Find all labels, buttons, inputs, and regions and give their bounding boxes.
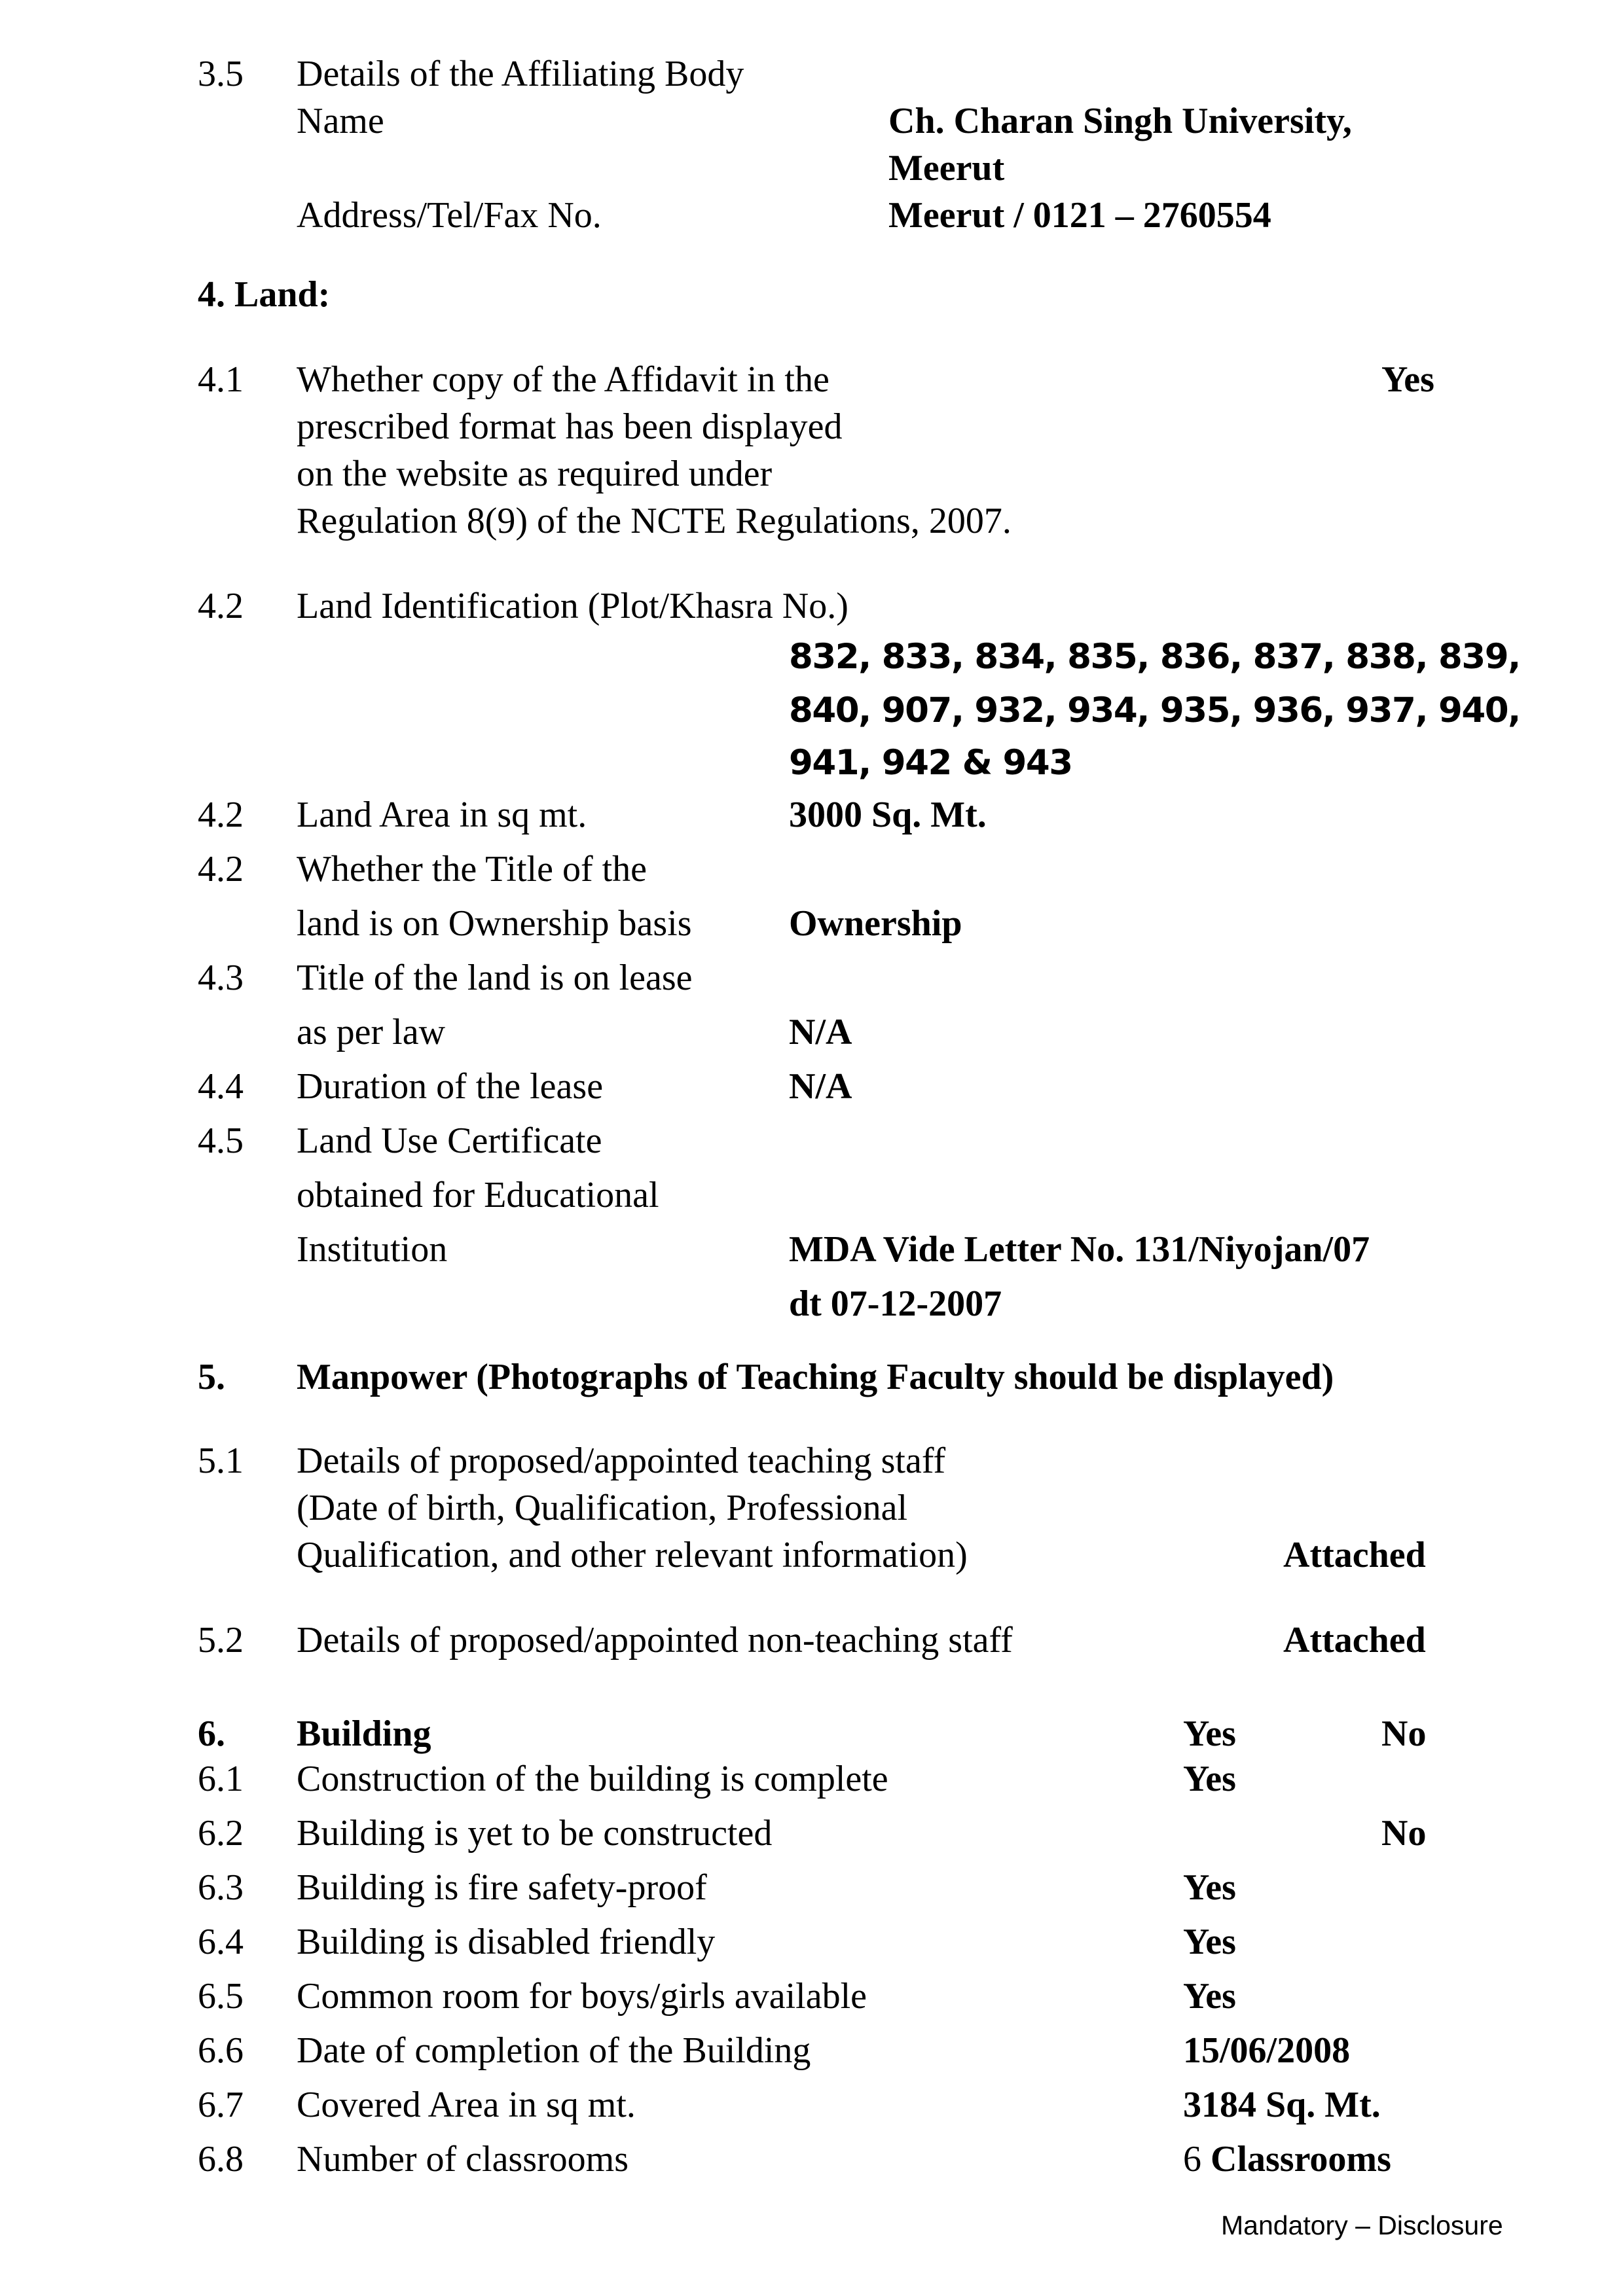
item-4-2-area-number: 4.2 — [198, 795, 244, 835]
item-6-4-value: Yes — [1183, 1922, 1236, 1962]
section-4-heading: 4. Land: — [198, 274, 331, 315]
item-6-7-number: 6.7 — [198, 2085, 244, 2125]
item-6-7-value: 3184 Sq. Mt. — [1183, 2085, 1381, 2125]
section-5-heading: Manpower (Photographs of Teaching Faculty should be displayed) — [297, 1357, 1334, 1397]
item-6-3-value: Yes — [1183, 1867, 1236, 1908]
section-3-5-number: 3.5 — [198, 54, 244, 94]
item-6-7-label: Covered Area in sq mt. — [297, 2085, 636, 2125]
item-6-6-value: 15/06/2008 — [1183, 2030, 1351, 2071]
affiliating-name-label: Name — [297, 101, 384, 141]
affiliating-name-value-line1: Ch. Charan Singh University, — [888, 101, 1352, 141]
item-6-1-number: 6.1 — [198, 1759, 244, 1799]
land-use-value-line2: dt 07-12-2007 — [789, 1283, 1002, 1324]
item-4-4-number: 4.4 — [198, 1066, 244, 1107]
section-6-number: 6. — [198, 1713, 225, 1754]
item-4-3-number: 4.3 — [198, 958, 244, 998]
item-6-3-label: Building is fire safety-proof — [297, 1867, 707, 1908]
lease-duration-value: N/A — [789, 1066, 852, 1107]
building-column-yes: Yes — [1183, 1713, 1236, 1754]
item-4-1-value: Yes — [1381, 359, 1434, 400]
khasra-numbers-line1: 832, 833, 834, 835, 836, 837, 838, 839, — [789, 637, 1520, 677]
item-6-2-label: Building is yet to be constructed — [297, 1813, 773, 1854]
item-6-5-value: Yes — [1183, 1976, 1236, 2017]
item-5-2-number: 5.2 — [198, 1620, 244, 1660]
item-6-6-label: Date of completion of the Building — [297, 2030, 811, 2071]
item-6-2-value: No — [1381, 1813, 1427, 1854]
land-use-value-line1: MDA Vide Letter No. 131/Niyojan/07 — [789, 1229, 1370, 1270]
item-5-1-number: 5.1 — [198, 1441, 244, 1481]
lease-title-value: N/A — [789, 1012, 852, 1052]
teaching-staff-label-line2: (Date of birth, Qualification, Professional — [297, 1488, 908, 1528]
building-column-no: No — [1381, 1713, 1427, 1754]
teaching-staff-label-line3: Qualification, and other relevant information) — [297, 1535, 968, 1575]
item-6-8-value — [1183, 2136, 1391, 2183]
item-4-1-label-line2: prescribed format has been displayed — [297, 406, 843, 447]
land-area-label: Land Area in sq mt. — [297, 795, 587, 835]
page-footer: Mandatory – Disclosure — [1221, 2210, 1503, 2240]
item-4-2-number: 4.2 — [198, 586, 244, 626]
teaching-staff-label-line1: Details of proposed/appointed teaching staff — [297, 1441, 946, 1481]
lease-title-label-line2: as per law — [297, 1012, 446, 1052]
teaching-staff-value: Attached — [1283, 1535, 1426, 1575]
item-6-5-label: Common room for boys/girls available — [297, 1976, 867, 2017]
item-6-4-label: Building is disabled friendly — [297, 1922, 716, 1962]
section-6-heading: Building — [297, 1713, 431, 1754]
affiliating-address-value: Meerut / 0121 – 2760554 — [888, 195, 1271, 236]
classroom-count: 6 — [1183, 2139, 1201, 2179]
item-6-1-label: Construction of the building is complete — [297, 1759, 888, 1799]
lease-title-label-line1: Title of the land is on lease — [297, 958, 693, 998]
lease-duration-label: Duration of the lease — [297, 1066, 604, 1107]
item-4-1-label-line3: on the website as required under — [297, 454, 773, 494]
item-4-5-number: 4.5 — [198, 1121, 244, 1161]
non-teaching-staff-value: Attached — [1283, 1620, 1426, 1660]
ownership-label-line1: Whether the Title of the — [297, 849, 647, 889]
item-4-2-land-identification-label: Land Identification (Plot/Khasra No.) — [297, 586, 848, 626]
ownership-value: Ownership — [789, 903, 962, 944]
item-4-2-title-number: 4.2 — [198, 849, 244, 889]
section-5-number: 5. — [198, 1357, 225, 1397]
khasra-numbers-line2: 840, 907, 932, 934, 935, 936, 937, 940, — [789, 691, 1520, 730]
ownership-label-line2: land is on Ownership basis — [297, 903, 692, 944]
item-6-4-number: 6.4 — [198, 1922, 244, 1962]
item-6-8-label: Number of classrooms — [297, 2139, 629, 2179]
item-6-1-value: Yes — [1183, 1759, 1236, 1799]
khasra-numbers-line3: 941, 942 & 943 — [789, 743, 1072, 783]
item-6-5-number: 6.5 — [198, 1976, 244, 2017]
item-6-3-number: 6.3 — [198, 1867, 244, 1908]
section-3-5-heading: Details of the Affiliating Body — [297, 54, 744, 94]
affiliating-address-label: Address/Tel/Fax No. — [297, 195, 602, 236]
land-area-value: 3000 Sq. Mt. — [789, 795, 987, 835]
item-4-1-label-line1: Whether copy of the Affidavit in the — [297, 359, 830, 400]
land-use-label-line3: Institution — [297, 1229, 448, 1270]
land-use-label-line1: Land Use Certificate — [297, 1121, 602, 1161]
item-6-8-number: 6.8 — [198, 2139, 244, 2179]
item-6-2-number: 6.2 — [198, 1813, 244, 1854]
affiliating-name-value-line2: Meerut — [888, 148, 1005, 188]
item-4-1-number: 4.1 — [198, 359, 244, 400]
item-4-1-label-line4: Regulation 8(9) of the NCTE Regulations, 2007. — [297, 501, 1012, 541]
item-6-6-number: 6.6 — [198, 2030, 244, 2071]
land-use-label-line2: obtained for Educational — [297, 1175, 659, 1215]
classroom-unit: Classrooms — [1211, 2139, 1391, 2179]
non-teaching-staff-label: Details of proposed/appointed non-teaching staff — [297, 1620, 1013, 1660]
